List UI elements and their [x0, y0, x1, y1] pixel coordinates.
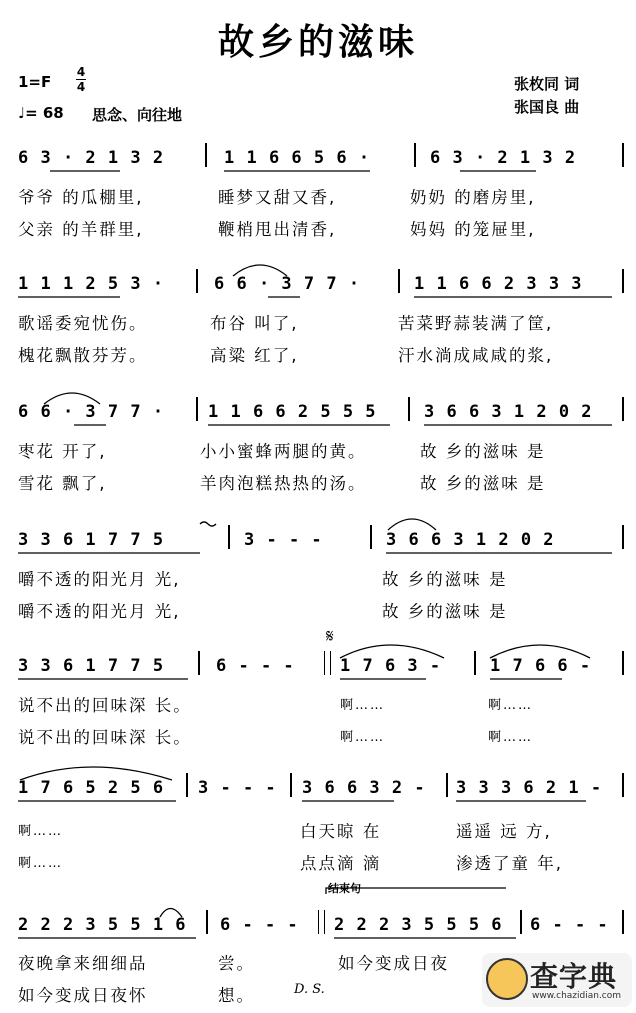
- notes-s4-m1: 3 3 6 1 7 7 5: [18, 530, 165, 550]
- notes-s4-m3: 3 6 6 3 1 2 0 2: [386, 530, 555, 550]
- notes-s7-m1: 2 2 2 3 5 5 1 6: [18, 915, 187, 935]
- notes-s1-m1: 6 3 · 2 1 3 2: [18, 148, 165, 168]
- ending-bracket: [326, 888, 506, 894]
- lyric-s7-v2-a: 如今变成日夜怀: [18, 986, 148, 1005]
- time-signature-bottom: 4: [76, 80, 86, 94]
- notes-s2-m1: 1 1 1 2 5 3 ·: [18, 274, 165, 294]
- lyric-s6-v2-a: 啊……: [18, 856, 64, 871]
- notes-s7-m4: 6 - - -: [530, 915, 609, 935]
- lyric-s3-v2-b: 羊肉泡糕热热的汤。: [200, 474, 367, 493]
- lyric-s3-v1-b: 小小蜜蜂两腿的黄。: [200, 442, 367, 461]
- lyric-s1-v2-a: 父亲 的羊群里,: [18, 220, 144, 239]
- notes-s1-m3: 6 3 · 2 1 3 2: [430, 148, 577, 168]
- lyricist-credit: 张枚同 词: [514, 75, 580, 93]
- lyric-s1-v1-a: 爷爷 的瓜棚里,: [18, 188, 144, 207]
- lyric-s6-v2-c: 点点滴 滴: [300, 854, 382, 873]
- lyric-s1-v2-b: 鞭梢甩出清香,: [218, 220, 337, 239]
- lyric-s4-v1-a: 嚼不透的阳光月 光,: [18, 570, 181, 589]
- notes-s7-m3: 2 2 2 3 5 5 5 6: [334, 915, 503, 935]
- lyric-s4-v2-c: 故 乡的滋味 是: [382, 602, 508, 621]
- lyric-s6-v1-a: 啊……: [18, 824, 64, 839]
- lyric-s1-v1-c: 奶奶 的磨房里,: [410, 188, 536, 207]
- notes-s6-m4: 3 3 3 6 2 1 -: [456, 778, 603, 798]
- lyric-s3-v2-c: 故 乡的滋味 是: [420, 474, 546, 493]
- dal-segno-marking: D. S.: [294, 982, 325, 997]
- mascot-icon: [486, 958, 528, 1000]
- song-title: 故乡的滋味: [217, 22, 418, 63]
- lyric-s7-v1-a: 夜晚拿来细细品: [18, 954, 148, 973]
- lyric-s5-v2-c: 啊……: [340, 730, 386, 745]
- watermark-logo-text: 查字典: [530, 960, 618, 993]
- lyric-s3-v1-a: 枣花 开了,: [18, 442, 107, 461]
- notes-s6-m1: 1 7 6 5 2 5 6: [18, 778, 165, 798]
- lyric-s5-v1-d: 啊……: [488, 698, 534, 713]
- lyric-s5-v1-c: 啊……: [340, 698, 386, 713]
- slur: [44, 393, 100, 404]
- lyric-s2-v2-a: 槐花飘散芬芳。: [18, 346, 148, 365]
- slur: [233, 265, 287, 276]
- slur: [20, 767, 172, 780]
- notes-s5-m2: 6 - - -: [216, 656, 295, 676]
- notes-s5-m3: 1 7 6 3 -: [340, 656, 442, 676]
- lyric-s1-v2-c: 妈妈 的笼屉里,: [410, 220, 536, 239]
- lyric-s5-v1-a: 说不出的回味深 长。: [18, 696, 192, 715]
- lyric-s7-v1-b: 尝。: [218, 954, 255, 973]
- lyric-s7-v1-c: 如今变成日夜: [338, 954, 449, 973]
- notes-s5-m1: 3 3 6 1 7 7 5: [18, 656, 165, 676]
- notes-s5-m4: 1 7 6 6 -: [490, 656, 592, 676]
- lyric-s6-v1-d: 遥遥 远 方,: [456, 822, 552, 841]
- slur: [160, 909, 182, 918]
- lyric-s6-v2-d: 渗透了童 年,: [456, 854, 563, 873]
- lyric-s7-v2-b: 想。: [218, 986, 255, 1005]
- slur: [490, 645, 590, 658]
- segno-sign: 𝄋: [326, 626, 334, 647]
- lyric-s1-v1-b: 睡梦又甜又香,: [218, 188, 337, 207]
- expression-marking: 思念、向往地: [92, 106, 183, 124]
- key-signature: 1=F: [18, 73, 52, 91]
- lyric-s4-v2-a: 嚼不透的阳光月 光,: [18, 602, 181, 621]
- notes-s2-m2: 6 6 · 3 7 7 ·: [214, 274, 361, 294]
- lyric-s5-v2-d: 啊……: [488, 730, 534, 745]
- notes-s1-m2: 1 1 6 6 5 6 ·: [224, 148, 371, 168]
- watermark-url: www.chazidian.com: [532, 991, 622, 1001]
- lyric-s2-v2-c: 汗水淌成咸咸的浆,: [398, 346, 554, 365]
- notes-s2-m3: 1 1 6 6 2 3 3 3: [414, 274, 583, 294]
- notes-s3-m3: 3 6 6 3 1 2 0 2: [424, 402, 593, 422]
- time-signature-top: 4: [76, 65, 86, 79]
- composer-credit: 张国良 曲: [514, 98, 580, 116]
- slur: [388, 519, 436, 530]
- notes-s6-m2: 3 - - -: [198, 778, 277, 798]
- watermark-badge: [482, 953, 632, 1007]
- lyric-s3-v2-a: 雪花 飘了,: [18, 474, 107, 493]
- lyric-s6-v1-c: 白天晾 在: [300, 822, 382, 841]
- lyric-s2-v1-c: 苦菜野蒜装满了筐,: [398, 314, 554, 333]
- notes-s3-m2: 1 1 6 6 2 5 5 5: [208, 402, 377, 422]
- notes-s4-m2: 3 - - -: [244, 530, 323, 550]
- notes-s3-m1: 6 6 · 3 7 7 ·: [18, 402, 165, 422]
- lyric-s2-v1-b: 布谷 叫了,: [210, 314, 299, 333]
- lyric-s4-v1-c: 故 乡的滋味 是: [382, 570, 508, 589]
- lyric-s2-v2-b: 高粱 红了,: [210, 346, 299, 365]
- ending-label: 结束句: [328, 882, 361, 895]
- turn-ornament: [200, 522, 216, 526]
- tempo-marking: ♩= 68: [18, 104, 64, 122]
- notes-s7-m2: 6 - - -: [220, 915, 299, 935]
- notes-s6-m3: 3 6 6 3 2 -: [302, 778, 426, 798]
- lyric-s2-v1-a: 歌谣委宛忧伤。: [18, 314, 148, 333]
- lyric-s3-v1-c: 故 乡的滋味 是: [420, 442, 546, 461]
- slur: [340, 645, 444, 658]
- lyric-s5-v2-a: 说不出的回味深 长。: [18, 728, 192, 747]
